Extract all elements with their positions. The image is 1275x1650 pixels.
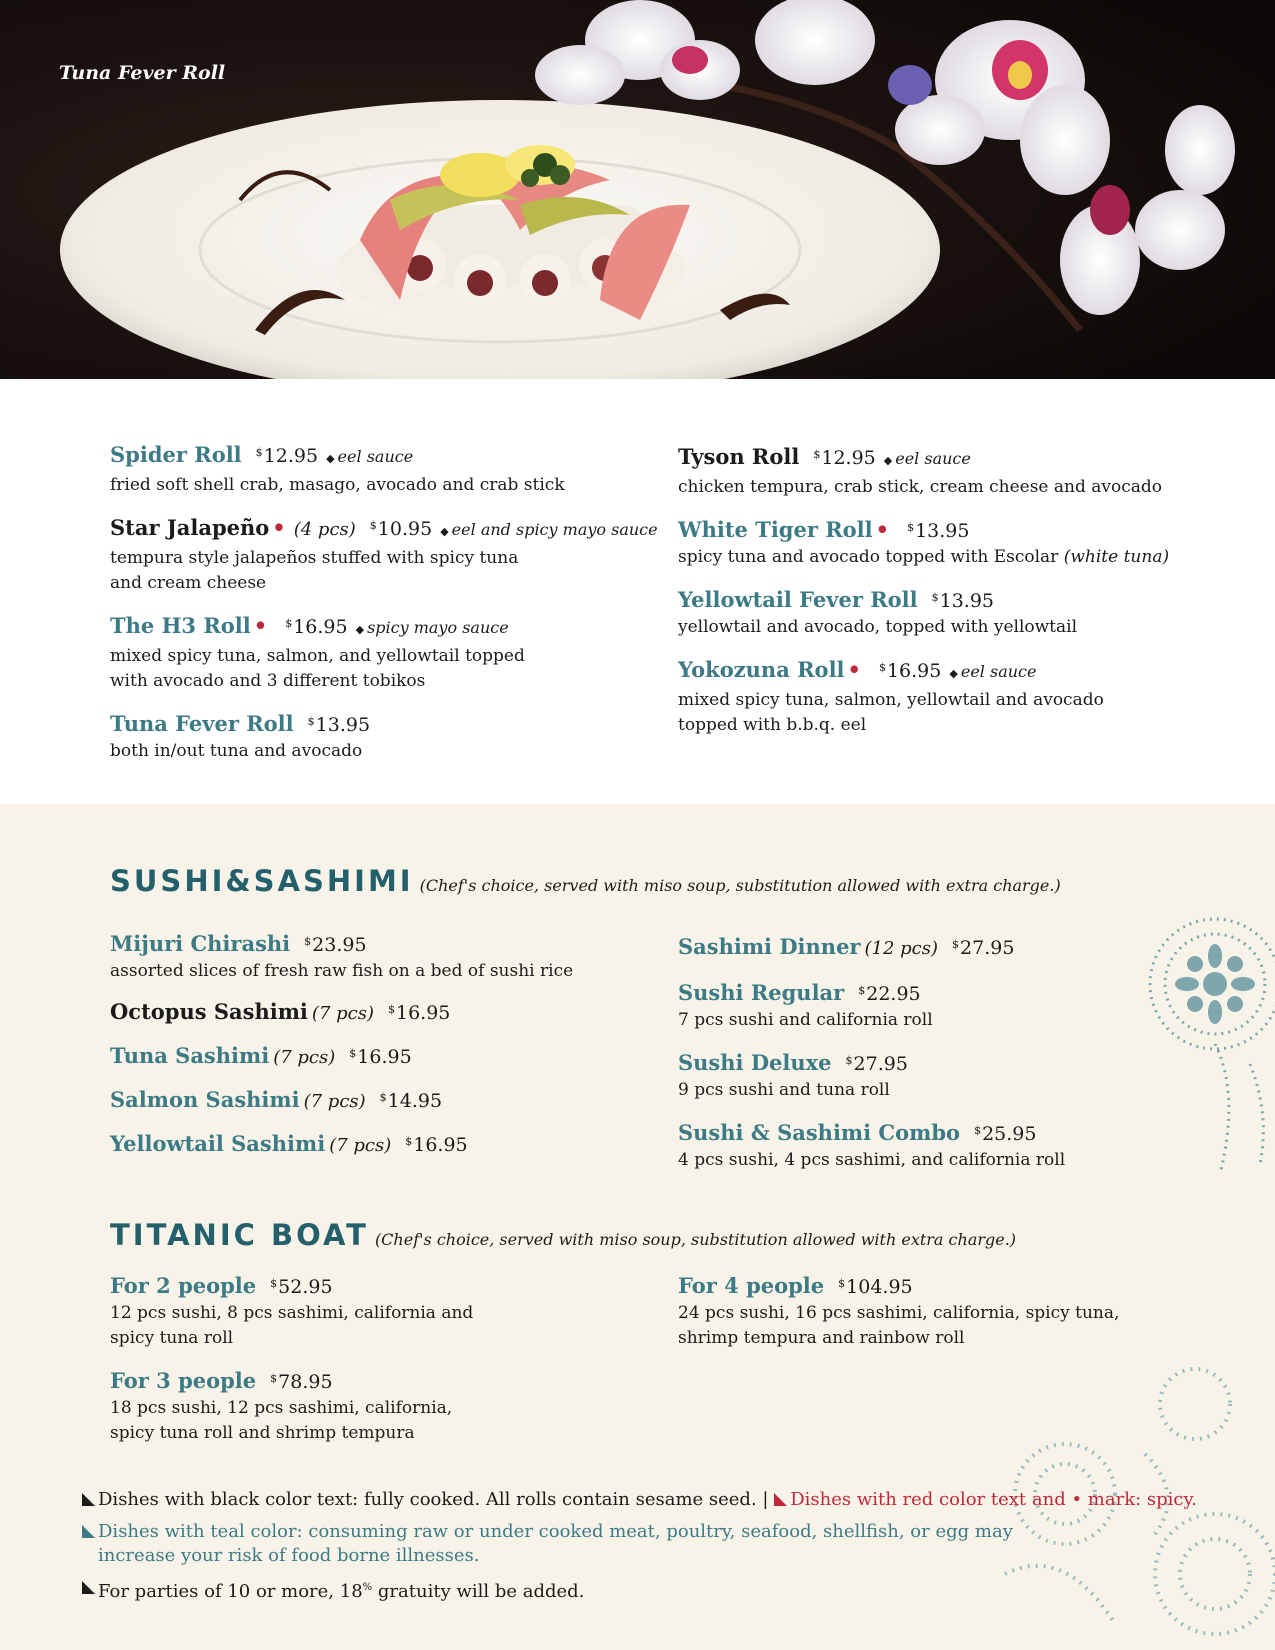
description-text: 9 pcs sushi and tuna roll xyxy=(678,1080,890,1100)
menu-item-the-h3-roll xyxy=(110,610,650,694)
description-text: spicy tuna and avocado topped with Escolar xyxy=(678,547,1059,567)
menu-item-header xyxy=(678,1047,1238,1078)
description-text: spicy tuna roll xyxy=(110,1328,234,1348)
black-triangle-icon xyxy=(82,1493,95,1506)
description-text: 4 pcs sushi, 4 pcs sashimi, and california roll xyxy=(678,1150,1066,1170)
teal-triangle-icon xyxy=(82,1525,95,1538)
item-name: Yokozuna Roll xyxy=(678,657,845,682)
legend-cooked-text: Dishes with black color text: fully cooked. All rolls contain sesame seed. | xyxy=(98,1489,769,1510)
sushi-sashimi-heading xyxy=(110,864,1061,898)
menu-item-header xyxy=(678,441,1238,475)
sushi-right-column xyxy=(678,931,1238,1187)
dollar-sign: $ xyxy=(307,715,315,728)
item-description xyxy=(110,571,650,596)
price-value: 16.95 xyxy=(395,1002,451,1024)
legend-raw xyxy=(82,1520,1078,1568)
item-name: Salmon Sashimi xyxy=(110,1087,300,1112)
item-sauce xyxy=(440,520,657,539)
item-description xyxy=(110,1421,650,1446)
dollar-sign: $ xyxy=(255,446,263,459)
price-value: 13.95 xyxy=(915,520,970,542)
dollar-sign: $ xyxy=(270,1277,278,1290)
dollar-sign: $ xyxy=(285,617,293,630)
dollar-sign: $ xyxy=(974,1124,982,1137)
price-value: 16.95 xyxy=(886,660,942,682)
item-price xyxy=(907,520,969,542)
item-name: Yellowtail Fever Roll xyxy=(678,587,918,612)
sauce-text: eel and spicy mayo sauce xyxy=(451,520,658,539)
item-name: Tyson Roll xyxy=(678,444,800,469)
item-description xyxy=(678,1148,1238,1173)
menu-item-header xyxy=(678,1117,1238,1148)
dollar-sign: $ xyxy=(304,935,312,948)
legend-gratuity xyxy=(82,1576,1232,1604)
item-quantity: (12 pcs) xyxy=(864,938,939,959)
dollar-sign: $ xyxy=(387,1003,395,1016)
item-sauce xyxy=(949,662,1036,681)
sauce-text: spicy mayo sauce xyxy=(367,618,509,637)
description-text: chicken tempura, crab stick, cream cheese and avocado xyxy=(678,477,1163,497)
diamond-icon: ◆ xyxy=(440,525,449,538)
menu-item-tuna-fever-roll xyxy=(110,708,650,764)
price-value: 13.95 xyxy=(939,590,995,612)
menu-item-header xyxy=(110,1040,650,1072)
item-name: Sushi Deluxe xyxy=(678,1050,832,1075)
menu-item-white-tiger-roll xyxy=(678,514,1238,570)
item-description xyxy=(678,615,1238,640)
item-quantity: (7 pcs) xyxy=(329,1135,392,1156)
sushi-plate-photo xyxy=(0,0,1275,379)
item-quantity: (7 pcs) xyxy=(311,1003,374,1024)
description-text: with avocado and 3 different tobikos xyxy=(110,671,426,691)
item-name: Tuna Fever Roll xyxy=(110,711,294,736)
item-sauce xyxy=(326,447,413,466)
description-text: mixed spicy tuna, salmon, yellowtail and avocado xyxy=(678,690,1104,710)
item-price xyxy=(256,445,318,467)
dollar-sign: $ xyxy=(931,591,939,604)
sushi-sashimi-title: SUSHI&SASHIMI xyxy=(110,864,414,898)
spicy-dot-icon: • xyxy=(272,515,286,540)
item-name: For 3 people xyxy=(110,1368,257,1393)
item-price xyxy=(813,447,875,469)
description-text: both in/out tuna and avocado xyxy=(110,741,363,761)
dollar-sign: $ xyxy=(813,448,821,461)
red-triangle-icon xyxy=(774,1493,787,1506)
price-value: 52.95 xyxy=(278,1276,333,1298)
price-value: 23.95 xyxy=(312,934,367,956)
dollar-sign: $ xyxy=(845,1054,853,1067)
spicy-dot-icon: • xyxy=(253,613,268,638)
gratuity-percent: % xyxy=(362,1582,373,1593)
dollar-sign: $ xyxy=(379,1091,387,1104)
menu-item-for-4-people xyxy=(678,1270,1238,1351)
item-name: Octopus Sashimi xyxy=(110,999,308,1024)
item-description xyxy=(678,1301,1238,1326)
diamond-icon: ◆ xyxy=(949,667,958,680)
description-text: spicy tuna roll and shrimp tempura xyxy=(110,1423,415,1443)
item-description xyxy=(678,475,1238,500)
item-description xyxy=(110,1301,650,1326)
item-sauce xyxy=(884,449,971,468)
diamond-icon: ◆ xyxy=(355,623,365,636)
titanic-boat-note: (Chef's choice, served with miso soup, substitution allowed with extra charge.) xyxy=(374,1230,1017,1249)
menu-item-sushi-deluxe xyxy=(678,1047,1238,1103)
item-name: For 2 people xyxy=(110,1273,257,1298)
description-text: tempura style jalapeños stuffed with spicy tuna xyxy=(110,548,519,568)
menu-item-yellowtail-sashimi xyxy=(110,1128,650,1160)
item-name: Mijuri Chirashi xyxy=(110,931,291,956)
item-name: The H3 Roll xyxy=(110,613,251,638)
sushi-left-column xyxy=(110,928,650,1172)
description-text: fried soft shell crab, masago, avocado and crab stick xyxy=(110,475,565,495)
dollar-sign: $ xyxy=(838,1277,846,1290)
price-value: 14.95 xyxy=(387,1090,443,1112)
rolls-left-column xyxy=(110,439,658,778)
hero-photo xyxy=(0,0,1275,379)
item-quantity: (7 pcs) xyxy=(303,1091,366,1112)
item-price xyxy=(308,714,370,736)
item-description xyxy=(110,959,650,984)
menu-item-salmon-sashimi xyxy=(110,1084,650,1116)
item-description xyxy=(678,1008,1238,1033)
item-name: For 4 people xyxy=(678,1273,825,1298)
description-text: 12 pcs sushi, 8 pcs sashimi, california and xyxy=(110,1303,474,1323)
item-quantity: (4 pcs) xyxy=(293,519,356,540)
titanic-left-column xyxy=(110,1270,650,1460)
menu-item-header xyxy=(678,584,1238,615)
description-text: topped with b.b.q. eel xyxy=(678,715,867,735)
menu-item-yokozuna-roll xyxy=(678,654,1238,738)
gratuity-text-end: gratuity will be added. xyxy=(372,1581,585,1602)
dollar-sign: $ xyxy=(878,661,886,674)
menu-item-sashimi-dinner xyxy=(678,931,1238,963)
menu-item-tyson-roll xyxy=(678,441,1238,500)
item-price xyxy=(380,1090,442,1112)
item-price xyxy=(932,590,994,612)
price-value: 22.95 xyxy=(866,983,921,1005)
price-value: 12.95 xyxy=(821,447,876,469)
price-value: 12.95 xyxy=(263,445,319,467)
price-value: 27.95 xyxy=(960,937,1015,959)
description-text: 18 pcs sushi, 12 pcs sashimi, california, xyxy=(110,1398,453,1418)
price-value: 16.95 xyxy=(293,616,348,638)
price-value: 16.95 xyxy=(413,1134,468,1156)
sushi-sashimi-note: (Chef's choice, served with miso soup, substitution allowed with extra charge.) xyxy=(419,876,1061,895)
menu-item-star-jalape-o xyxy=(110,512,658,596)
item-price xyxy=(838,1276,912,1298)
menu-item-header xyxy=(110,439,650,473)
menu-item-header xyxy=(110,1365,650,1396)
sauce-text: eel sauce xyxy=(895,449,971,468)
item-price xyxy=(285,616,347,638)
item-price xyxy=(846,1053,908,1075)
item-description xyxy=(678,1326,1238,1351)
diamond-icon: ◆ xyxy=(883,454,893,467)
item-description xyxy=(678,688,1238,713)
item-quantity: (7 pcs) xyxy=(273,1047,336,1068)
menu-item-header xyxy=(678,1270,1238,1301)
gratuity-text-start: For parties of 10 or more, 18 xyxy=(98,1581,363,1602)
menu-item-header xyxy=(110,610,650,644)
item-description xyxy=(678,1078,1238,1103)
description-text: mixed spicy tuna, salmon, and yellowtail topped xyxy=(110,646,525,666)
menu-item-for-3-people xyxy=(110,1365,650,1446)
item-name: Spider Roll xyxy=(110,442,242,467)
dollar-sign: $ xyxy=(907,521,915,534)
diamond-icon: ◆ xyxy=(326,452,335,465)
item-sauce xyxy=(356,618,509,637)
menu-item-header xyxy=(678,977,1238,1008)
rolls-right-column xyxy=(678,441,1238,752)
menu-item-header xyxy=(678,931,1238,963)
menu-item-octopus-sashimi xyxy=(110,996,650,1028)
item-name: White Tiger Roll xyxy=(678,517,873,542)
item-price xyxy=(405,1134,467,1156)
item-price xyxy=(858,983,920,1005)
menu-item-mijuri-chirashi xyxy=(110,928,650,984)
sauce-text: eel sauce xyxy=(960,662,1037,681)
item-name: Star Jalapeño xyxy=(110,515,270,540)
sauce-text: eel sauce xyxy=(337,447,414,466)
menu-item-sushi-regular xyxy=(678,977,1238,1033)
price-value: 25.95 xyxy=(982,1123,1037,1145)
item-description xyxy=(678,545,1238,570)
menu-item-header xyxy=(110,512,658,546)
item-description xyxy=(110,1396,650,1421)
item-price xyxy=(349,1046,411,1068)
menu-item-spider-roll xyxy=(110,439,650,498)
price-value: 16.95 xyxy=(357,1046,412,1068)
titanic-right-column xyxy=(678,1270,1238,1365)
item-price xyxy=(952,937,1014,959)
legend-notes xyxy=(82,1488,1232,1612)
menu-item-yellowtail-fever-roll xyxy=(678,584,1238,640)
photo-caption: Tuna Fever Roll xyxy=(59,62,226,84)
description-text: and cream cheese xyxy=(110,573,267,593)
menu-item-header xyxy=(678,514,1238,545)
item-description xyxy=(110,473,650,498)
item-name: Yellowtail Sashimi xyxy=(110,1131,326,1156)
dollar-sign: $ xyxy=(858,984,866,997)
dollar-sign: $ xyxy=(952,938,960,951)
item-name: Sushi & Sashimi Combo xyxy=(678,1120,961,1145)
price-value: 78.95 xyxy=(278,1371,333,1393)
menu-item-header xyxy=(110,708,650,739)
item-description xyxy=(678,713,1238,738)
item-name: Tuna Sashimi xyxy=(110,1043,270,1068)
menu-item-sushi-sashimi-combo xyxy=(678,1117,1238,1173)
menu-item-tuna-sashimi xyxy=(110,1040,650,1072)
price-value: 104.95 xyxy=(846,1276,913,1298)
item-description xyxy=(110,546,650,571)
item-price xyxy=(974,1123,1036,1145)
menu-item-header xyxy=(110,928,650,959)
price-value: 10.95 xyxy=(377,518,433,540)
description-text: shrimp tempura and rainbow roll xyxy=(678,1328,965,1348)
description-text: 24 pcs sushi, 16 pcs sashimi, california, spicy tuna, xyxy=(678,1303,1120,1323)
item-price xyxy=(388,1002,450,1024)
item-name: Sashimi Dinner xyxy=(678,934,861,959)
menu-item-header xyxy=(110,1128,650,1160)
description-note: (white tuna) xyxy=(1063,547,1170,567)
item-description xyxy=(110,739,650,764)
description-text: assorted slices of fresh raw fish on a bed of sushi rice xyxy=(110,961,574,981)
rolls-section xyxy=(0,379,1275,804)
black-triangle-icon xyxy=(82,1581,95,1594)
item-price xyxy=(270,1276,332,1298)
item-description xyxy=(110,644,650,669)
spicy-dot-icon: • xyxy=(847,657,861,682)
description-text: yellowtail and avocado, topped with yellowtail xyxy=(678,617,1078,637)
menu-item-header xyxy=(110,1270,650,1301)
spicy-dot-icon: • xyxy=(875,517,890,542)
dollar-sign: $ xyxy=(369,519,377,532)
titanic-boat-title: TITANIC BOAT xyxy=(110,1218,369,1252)
menu-item-header xyxy=(110,996,650,1028)
dollar-sign: $ xyxy=(270,1372,278,1385)
menu-item-for-2-people xyxy=(110,1270,650,1351)
item-price xyxy=(370,518,432,540)
description-text: 7 pcs sushi and california roll xyxy=(678,1010,933,1030)
menu-item-header xyxy=(678,654,1238,688)
titanic-boat-heading xyxy=(110,1218,1016,1252)
item-description xyxy=(110,669,650,694)
legend-cooked-spicy xyxy=(82,1488,1232,1512)
item-description xyxy=(110,1326,650,1351)
dollar-sign: $ xyxy=(405,1135,413,1148)
item-name: Sushi Regular xyxy=(678,980,845,1005)
item-price xyxy=(304,934,366,956)
dollar-sign: $ xyxy=(349,1047,357,1060)
legend-raw-text: Dishes with teal color: consuming raw or under cooked meat, poultry, seafood, shellfish, or egg may increase your risk of food borne illnesses. xyxy=(98,1521,1013,1566)
item-price xyxy=(879,660,941,682)
price-value: 27.95 xyxy=(853,1053,908,1075)
menu-item-header xyxy=(110,1084,650,1116)
item-price xyxy=(270,1371,332,1393)
legend-spicy-text: Dishes with red color text and • mark: spicy. xyxy=(790,1489,1197,1510)
price-value: 13.95 xyxy=(315,714,371,736)
